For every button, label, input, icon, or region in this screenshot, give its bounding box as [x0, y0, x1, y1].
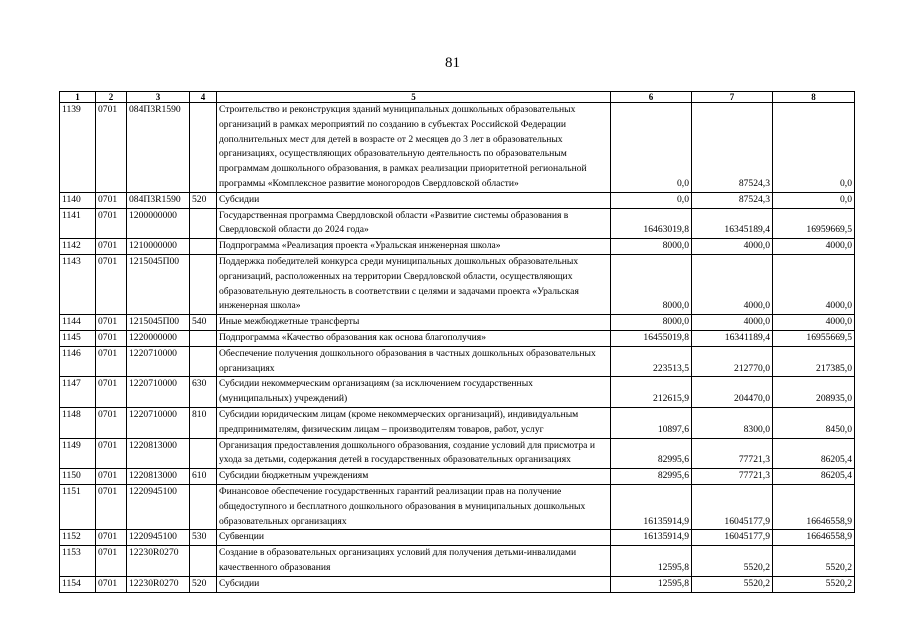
- row-number-cell: 1145: [60, 330, 96, 346]
- table-row: [60, 438, 855, 469]
- description-cell: Субсидии: [217, 576, 611, 592]
- description-cell: Субвенции: [217, 530, 611, 546]
- description-cell: Иные межбюджетные трансферты: [217, 315, 611, 331]
- expense-type-cell: 630: [190, 377, 217, 408]
- description-cell: Субсидии юридическим лицам (кроме некоммерческих организаций), индивидуальным предпринимателям, физическим лицам – производителям товаров, работ, услуг: [217, 407, 611, 438]
- amount-col8-cell: 217385,0: [773, 346, 855, 377]
- section-code-cell: 0701: [96, 576, 127, 592]
- amount-col8-cell: 4000,0: [773, 239, 855, 255]
- row-number-cell: 1150: [60, 469, 96, 485]
- section-code-cell: 0701: [96, 530, 127, 546]
- table-row: [60, 546, 855, 577]
- section-code-cell: 0701: [96, 208, 127, 239]
- amount-col8-cell: 5520,2: [773, 576, 855, 592]
- amount-col8-cell: 8450,0: [773, 407, 855, 438]
- amount-col6-cell: 16455019,8: [611, 330, 692, 346]
- expense-type-cell: [190, 254, 217, 314]
- amount-col6-cell: 12595,8: [611, 576, 692, 592]
- target-article-cell: 12230R0270: [127, 546, 190, 577]
- target-article-cell: 1220710000: [127, 377, 190, 408]
- row-number-cell: 1151: [60, 484, 96, 529]
- row-number-cell: 1143: [60, 254, 96, 314]
- amount-col8-cell: 0,0: [773, 103, 855, 193]
- section-code-cell: 0701: [96, 546, 127, 577]
- amount-col8-cell: 4000,0: [773, 315, 855, 331]
- amount-col6-cell: 16463019,8: [611, 208, 692, 239]
- budget-table: [59, 91, 855, 593]
- amount-col7-cell: 5520,2: [692, 546, 773, 577]
- expense-type-cell: [190, 438, 217, 469]
- description-cell: Поддержка победителей конкурса среди муниципальных дошкольных образовательных организаций, расположенных на территории Свердловской области, осуществляющих образовательную деятельность в соответствии с целями и задачами проекта «Уральская инженерная школа»: [217, 254, 611, 314]
- row-number-cell: 1140: [60, 192, 96, 208]
- amount-col8-cell: 208935,0: [773, 377, 855, 408]
- target-article-cell: 1220710000: [127, 346, 190, 377]
- section-code-cell: 0701: [96, 254, 127, 314]
- target-article-cell: 084П3R1590: [127, 103, 190, 193]
- column-header: 6: [611, 92, 692, 103]
- table-row: [60, 254, 855, 314]
- row-number-cell: 1144: [60, 315, 96, 331]
- amount-col8-cell: 16646558,9: [773, 530, 855, 546]
- expense-type-cell: [190, 484, 217, 529]
- row-number-cell: 1154: [60, 576, 96, 592]
- amount-col6-cell: 0,0: [611, 103, 692, 193]
- amount-col7-cell: 8300,0: [692, 407, 773, 438]
- amount-col7-cell: 87524,3: [692, 192, 773, 208]
- section-code-cell: 0701: [96, 192, 127, 208]
- expense-type-cell: [190, 330, 217, 346]
- amount-col8-cell: 4000,0: [773, 254, 855, 314]
- amount-col7-cell: 77721,3: [692, 438, 773, 469]
- amount-col7-cell: 87524,3: [692, 103, 773, 193]
- expense-type-cell: [190, 239, 217, 255]
- section-code-cell: 0701: [96, 315, 127, 331]
- row-number-cell: 1147: [60, 377, 96, 408]
- target-article-cell: 1210000000: [127, 239, 190, 255]
- section-code-cell: 0701: [96, 438, 127, 469]
- expense-type-cell: 520: [190, 192, 217, 208]
- target-article-cell: 1215045П00: [127, 315, 190, 331]
- table-row: [60, 239, 855, 255]
- amount-col6-cell: 0,0: [611, 192, 692, 208]
- amount-col6-cell: 8000,0: [611, 239, 692, 255]
- amount-col7-cell: 16045177,9: [692, 530, 773, 546]
- table-row: [60, 192, 855, 208]
- target-article-cell: 1200000000: [127, 208, 190, 239]
- description-cell: Подпрограмма «Качество образования как основа благополучия»: [217, 330, 611, 346]
- target-article-cell: 084П3R1590: [127, 192, 190, 208]
- description-cell: Субсидии некоммерческим организациям (за исключением государственных (муниципальных) учреждений): [217, 377, 611, 408]
- table-row: [60, 330, 855, 346]
- amount-col8-cell: 86205,4: [773, 469, 855, 485]
- description-cell: Финансовое обеспечение государственных гарантий реализации прав на получение общедоступного и бесплатного дошкольного образования в муниципальных дошкольных образовательных организациях: [217, 484, 611, 529]
- header-row: [60, 92, 855, 103]
- row-number-cell: 1149: [60, 438, 96, 469]
- description-cell: Субсидии бюджетным учреждениям: [217, 469, 611, 485]
- row-number-cell: 1153: [60, 546, 96, 577]
- expense-type-cell: 540: [190, 315, 217, 331]
- amount-col7-cell: 4000,0: [692, 254, 773, 314]
- target-article-cell: 12230R0270: [127, 576, 190, 592]
- amount-col6-cell: 8000,0: [611, 315, 692, 331]
- amount-col7-cell: 5520,2: [692, 576, 773, 592]
- target-article-cell: 1220945100: [127, 530, 190, 546]
- amount-col8-cell: 16959669,5: [773, 208, 855, 239]
- description-cell: Создание в образовательных организациях условий для получения детьми-инвалидами качественного образования: [217, 546, 611, 577]
- target-article-cell: 1220000000: [127, 330, 190, 346]
- amount-col7-cell: 4000,0: [692, 315, 773, 331]
- target-article-cell: 1215045П00: [127, 254, 190, 314]
- column-header: 4: [190, 92, 217, 103]
- target-article-cell: 1220813000: [127, 469, 190, 485]
- section-code-cell: 0701: [96, 330, 127, 346]
- amount-col7-cell: 4000,0: [692, 239, 773, 255]
- column-header: 2: [96, 92, 127, 103]
- description-cell: Обеспечение получения дошкольного образования в частных дошкольных образовательных организациях: [217, 346, 611, 377]
- table-row: [60, 377, 855, 408]
- expense-type-cell: [190, 346, 217, 377]
- amount-col6-cell: 82995,6: [611, 438, 692, 469]
- row-number-cell: 1152: [60, 530, 96, 546]
- column-header: 5: [217, 92, 611, 103]
- amount-col6-cell: 212615,9: [611, 377, 692, 408]
- section-code-cell: 0701: [96, 239, 127, 255]
- amount-col6-cell: 16135914,9: [611, 484, 692, 529]
- table-row: [60, 407, 855, 438]
- amount-col7-cell: 16045177,9: [692, 484, 773, 529]
- section-code-cell: 0701: [96, 469, 127, 485]
- row-number-cell: 1139: [60, 103, 96, 193]
- table-row: [60, 208, 855, 239]
- amount-col6-cell: 82995,6: [611, 469, 692, 485]
- table-row: [60, 315, 855, 331]
- amount-col7-cell: 77721,3: [692, 469, 773, 485]
- expense-type-cell: [190, 103, 217, 193]
- amount-col8-cell: 16646558,9: [773, 484, 855, 529]
- section-code-cell: 0701: [96, 407, 127, 438]
- table-row: [60, 469, 855, 485]
- section-code-cell: 0701: [96, 103, 127, 193]
- amount-col7-cell: 16341189,4: [692, 330, 773, 346]
- amount-col7-cell: 16345189,4: [692, 208, 773, 239]
- page-number: 81: [445, 55, 460, 71]
- target-article-cell: 1220813000: [127, 438, 190, 469]
- amount-col8-cell: 0,0: [773, 192, 855, 208]
- column-header: 7: [692, 92, 773, 103]
- table-row: [60, 576, 855, 592]
- table-row: [60, 103, 855, 193]
- row-number-cell: 1148: [60, 407, 96, 438]
- table-body: [60, 103, 855, 593]
- row-number-cell: 1146: [60, 346, 96, 377]
- table-header: [60, 92, 855, 103]
- column-header: 1: [60, 92, 96, 103]
- table-row: [60, 530, 855, 546]
- expense-type-cell: [190, 208, 217, 239]
- amount-col6-cell: 8000,0: [611, 254, 692, 314]
- expense-type-cell: 520: [190, 576, 217, 592]
- expense-type-cell: 530: [190, 530, 217, 546]
- amount-col6-cell: 16135914,9: [611, 530, 692, 546]
- column-header: 8: [773, 92, 855, 103]
- amount-col8-cell: 16955669,5: [773, 330, 855, 346]
- row-number-cell: 1142: [60, 239, 96, 255]
- column-header: 3: [127, 92, 190, 103]
- amount-col8-cell: 86205,4: [773, 438, 855, 469]
- section-code-cell: 0701: [96, 377, 127, 408]
- expense-type-cell: [190, 546, 217, 577]
- expense-type-cell: 610: [190, 469, 217, 485]
- description-cell: Государственная программа Свердловской области «Развитие системы образования в Свердловской области до 2024 года»: [217, 208, 611, 239]
- amount-col6-cell: 12595,8: [611, 546, 692, 577]
- amount-col7-cell: 204470,0: [692, 377, 773, 408]
- target-article-cell: 1220945100: [127, 484, 190, 529]
- section-code-cell: 0701: [96, 346, 127, 377]
- target-article-cell: 1220710000: [127, 407, 190, 438]
- amount-col6-cell: 10897,6: [611, 407, 692, 438]
- expense-type-cell: 810: [190, 407, 217, 438]
- description-cell: Подпрограмма «Реализация проекта «Уральская инженерная школа»: [217, 239, 611, 255]
- description-cell: Строительство и реконструкция зданий муниципальных дошкольных образовательных организаций в рамках мероприятий по созданию в субъектах Российской Федерации дополнительных мест для детей в возрасте от 2 месяцев до 3 лет в образовательных организациях, осуществляющих образовательную деятельность по образовательным программам дошкольного образования, в рамках реализации приоритетной региональной программы «Комплексное развитие моногородов Свердловской области»: [217, 103, 611, 193]
- amount-col8-cell: 5520,2: [773, 546, 855, 577]
- amount-col6-cell: 223513,5: [611, 346, 692, 377]
- amount-col7-cell: 212770,0: [692, 346, 773, 377]
- table-row: [60, 346, 855, 377]
- description-cell: Субсидии: [217, 192, 611, 208]
- section-code-cell: 0701: [96, 484, 127, 529]
- table-row: [60, 484, 855, 529]
- row-number-cell: 1141: [60, 208, 96, 239]
- description-cell: Организация предоставления дошкольного образования, создание условий для присмотра и ухода за детьми, содержания детей в государственных образовательных организациях: [217, 438, 611, 469]
